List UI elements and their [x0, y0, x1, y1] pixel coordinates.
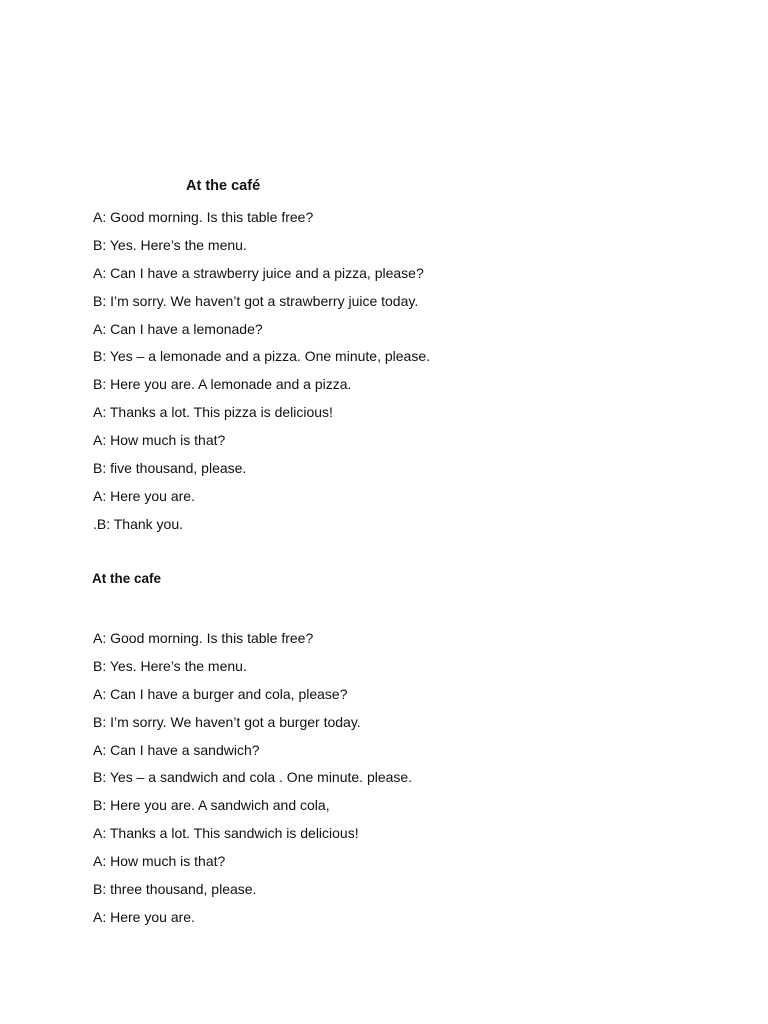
dialogue-line: A: Thanks a lot. This pizza is delicious!	[93, 404, 333, 421]
dialogue-line: A: Can I have a lemonade?	[93, 320, 263, 337]
dialogue-line: A: Can I have a burger and cola, please?	[93, 685, 348, 702]
dialogue-line: A: Can I have a strawberry juice and a pizza, please?	[93, 264, 424, 281]
dialogue-line: B: five thousand, please.	[93, 460, 247, 477]
dialogue-line: A: How much is that?	[93, 853, 226, 870]
dialogue-list	[93, 628, 412, 935]
dialogue-line: A: Here you are.	[93, 487, 195, 504]
dialogue-line: A: Thanks a lot. This sandwich is delicious!	[93, 825, 359, 842]
section-title: At the café	[186, 178, 261, 194]
dialogue-line: B: Yes – a sandwich and cola . One minute. please.	[93, 769, 413, 786]
dialogue-list	[93, 207, 430, 542]
dialogue-line: B: Yes – a lemonade and a pizza. One minute, please.	[93, 348, 431, 365]
dialogue-line: B: I’m sorry. We haven’t got a strawberry juice today.	[93, 292, 419, 309]
dialogue-line: B: three thousand, please.	[93, 881, 257, 898]
dialogue-line: A: How much is that?	[93, 432, 226, 449]
dialogue-line: A: Good morning. Is this table free?	[93, 630, 314, 646]
dialogue-line: A: Can I have a sandwich?	[93, 741, 260, 758]
dialogue-line: B: Here you are. A sandwich and cola,	[93, 797, 330, 814]
dialogue-line: B: Yes. Here’s the menu.	[93, 657, 247, 674]
dialogue-line: A: Good morning. Is this table free?	[93, 209, 314, 225]
dialogue-line: B: Yes. Here’s the menu.	[93, 236, 247, 253]
dialogue-line: B: I’m sorry. We haven’t got a burger today.	[93, 713, 361, 730]
dialogue-line: A: Here you are.	[93, 908, 195, 925]
dialogue-line: B: Here you are. A lemonade and a pizza.	[93, 376, 352, 393]
dialogue-line: .B: Thank you.	[93, 515, 184, 532]
section-title: At the cafe	[92, 571, 162, 586]
